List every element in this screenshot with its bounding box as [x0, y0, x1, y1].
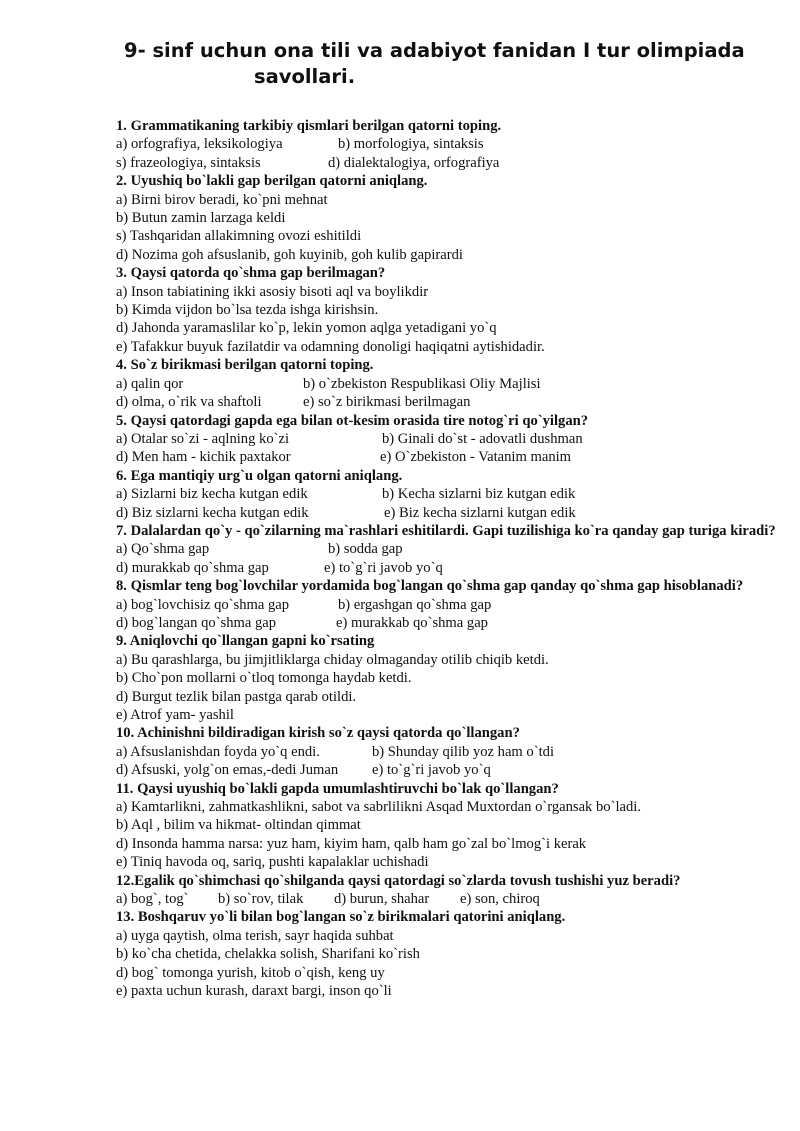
answer-row — [116, 559, 776, 577]
answer-option: a) bog`, tog` — [116, 891, 189, 908]
answer-option: e) O`zbekiston - Vatanim manim — [380, 449, 572, 466]
answer-option: b) Cho`pon mollarni o`tloq tomonga haydab ketdi. — [116, 670, 412, 687]
answer-option: a) Inson tabiatining ikki asosiy bisoti aql va boylikdir — [116, 283, 429, 300]
question-8: 8. Qismlar teng bog`lovchilar yordamida bog`langan qo`shma gap qanday qo`shma gap hisoblanadi? — [116, 578, 744, 595]
answer-option: d) bog`langan qo`shma gap — [116, 614, 277, 631]
question-1: 1. Grammatikaning tarkibiy qismlari berilgan qatorni toping. — [116, 118, 502, 134]
answer-row — [116, 135, 776, 153]
question-10: 10. Achinishni bildiradigan kirish so`z qaysi qatorda qo`llangan? — [116, 725, 520, 742]
answer-row — [116, 504, 776, 522]
answer-option: e) to`g`ri javob yo`q — [324, 559, 443, 576]
answer-option: e) Biz kecha sizlarni kutgan edik — [384, 504, 576, 521]
answer-option: d) Nozima goh afsuslanib, goh kuyinib, goh kulib gapirardi — [116, 246, 463, 263]
answer-option: b) o`zbekiston Respublikasi Oliy Majlisi — [303, 375, 541, 392]
answer-option: b) Kecha sizlarni biz kutgan edik — [382, 486, 576, 503]
answer-row — [116, 614, 776, 632]
answer-option: b) ko`cha chetida, chelakka solish, Sharifani ko`rish — [116, 946, 420, 963]
answer-option: d) Biz sizlarni kecha kutgan edik — [116, 504, 309, 521]
answer-option: e) Tafakkur buyuk fazilatdir va odamning donoligi haqiqatni aytishidadir. — [116, 338, 545, 355]
answer-option: a) Kamtarlikni, zahmatkashlikni, sabot va sabrlilikni Asqad Muxtordan o`rgansak bo`ladi. — [116, 799, 641, 816]
answer-option: d) Jahonda yaramaslilar ko`p, lekin yomon aqlga yetadigani yo`q — [116, 320, 497, 337]
question-4: 4. So`z birikmasi berilgan qatorni toping. — [116, 357, 374, 374]
answer-option: a) Qo`shma gap — [116, 541, 210, 558]
answer-row — [116, 596, 776, 614]
answer-option: b) morfologiya, sintaksis — [338, 136, 484, 153]
answer-option: e) son, chiroq — [460, 891, 540, 908]
answer-option: d) olma, o`rik va shaftoli — [116, 394, 262, 411]
answer-option: e) so`z birikmasi berilmagan — [303, 394, 471, 411]
title-line-1: 9- sinf uchun ona tili va adabiyot fanidan I tur olimpiada — [124, 39, 745, 62]
answer-option: d) Men ham - kichik paxtakor — [116, 449, 291, 466]
answer-option: a) bog`lovchisiz qo`shma gap — [116, 596, 290, 613]
answer-option: b) so`rov, tilak — [218, 891, 304, 908]
question-7: 7. Dalalardan qo`y - qo`zilarning ma`rashlari eshitilardi. Gapi tuzilishiga ko`ra qanday gap turiga kiradi? — [116, 522, 776, 539]
answer-option: b) Shunday qilib yoz ham o`tdi — [372, 743, 554, 760]
answer-option: a) Bu qarashlarga, bu jimjitliklarga chiday olmaganday otilib chiqib ketdi. — [116, 651, 549, 668]
answer-row — [116, 485, 776, 503]
answer-row — [116, 375, 776, 393]
question-6: 6. Ega mantiqiy urg`u olgan qatorni aniqlang. — [116, 467, 403, 484]
question-9: 9. Aniqlovchi qo`llangan gapni ko`rsating — [116, 633, 375, 650]
answer-option: e) murakkab qo`shma gap — [336, 614, 488, 631]
answer-option: a) uyga qaytish, olma terish, sayr haqida suhbat — [116, 927, 394, 944]
answer-option: d) bog` tomonga yurish, kitob o`qish, keng uy — [116, 964, 385, 981]
answer-option: b) Ginali do`st - adovatli dushman — [382, 430, 583, 447]
answer-row — [116, 540, 776, 558]
question-11: 11. Qaysi uyushiq bo`lakli gapda umumlashtiruvchi bo`lak qo`llangan? — [116, 780, 559, 797]
title-line-2: savollari. — [254, 65, 356, 88]
answer-option: d) murakkab qo`shma gap — [116, 559, 269, 576]
answer-option: b) ergashgan qo`shma gap — [338, 596, 492, 613]
answer-option: a) Otalar so`zi - aqlning ko`zi — [116, 430, 290, 447]
answer-option: d) dialektalogiya, orfografiya — [328, 154, 500, 171]
answer-option: b) Kimda vijdon bo`lsa tezda ishga kirishsin. — [116, 302, 379, 319]
answer-option: a) Birni birov beradi, ko`pni mehnat — [116, 191, 328, 208]
answer-option: d) Afsuski, yolg`on emas,-dedi Juman — [116, 762, 339, 779]
answer-row — [116, 890, 776, 908]
answer-row — [116, 761, 776, 779]
answer-option: d) burun, shahar — [334, 891, 430, 908]
question-list — [116, 117, 776, 1001]
answer-option: e) to`g`ri javob yo`q — [372, 762, 491, 779]
question-2: 2. Uyushiq bo`lakli gap berilgan qatorni aniqlang. — [116, 173, 428, 190]
answer-row — [116, 393, 776, 411]
question-5: 5. Qaysi qatordagi gapda ega bilan ot-kesim orasida tire notog`ri qo`yilgan? — [116, 412, 589, 429]
answer-option: d) Insonda hamma narsa: yuz ham, kiyim ham, qalb ham go`zal bo`lmog`i kerak — [116, 835, 587, 852]
answer-option: s) Tashqaridan allakimning ovozi eshitildi — [116, 228, 362, 245]
answer-row — [116, 430, 776, 448]
answer-option: a) qalin qor — [116, 375, 184, 392]
answer-option: a) orfografiya, leksikologiya — [116, 136, 283, 153]
answer-row — [116, 154, 776, 172]
answer-option: b) Aql , bilim va hikmat- oltindan qimmat — [116, 817, 361, 834]
answer-option: e) Atrof yam- yashil — [116, 707, 234, 723]
question-13: 13. Boshqaruv yo`li bilan bog`langan so`z birikmalari qatorini aniqlang. — [116, 909, 566, 926]
answer-option: b) Butun zamin larzaga keldi — [116, 210, 286, 227]
answer-option: a) Afsuslanishdan foyda yo`q endi. — [116, 743, 320, 760]
answer-option: s) frazeologiya, sintaksis — [116, 154, 261, 171]
answer-row — [116, 448, 776, 466]
answer-option: e) paxta uchun kurash, daraxt bargi, inson qo`li — [116, 983, 392, 1000]
answer-option: a) Sizlarni biz kecha kutgan edik — [116, 486, 308, 503]
answer-option: e) Tiniq havoda oq, sariq, pushti kapalaklar uchishadi — [116, 854, 429, 871]
answer-row — [116, 743, 776, 761]
question-12: 12.Egalik qo`shimchasi qo`shilganda qaysi qatordagi so`zlarda tovush tushishi yuz beradi? — [116, 872, 681, 889]
answer-option: b) sodda gap — [328, 541, 403, 558]
answer-option: d) Burgut tezlik bilan pastga qarab otildi. — [116, 688, 357, 705]
question-3: 3. Qaysi qatorda qo`shma gap berilmagan? — [116, 265, 386, 282]
